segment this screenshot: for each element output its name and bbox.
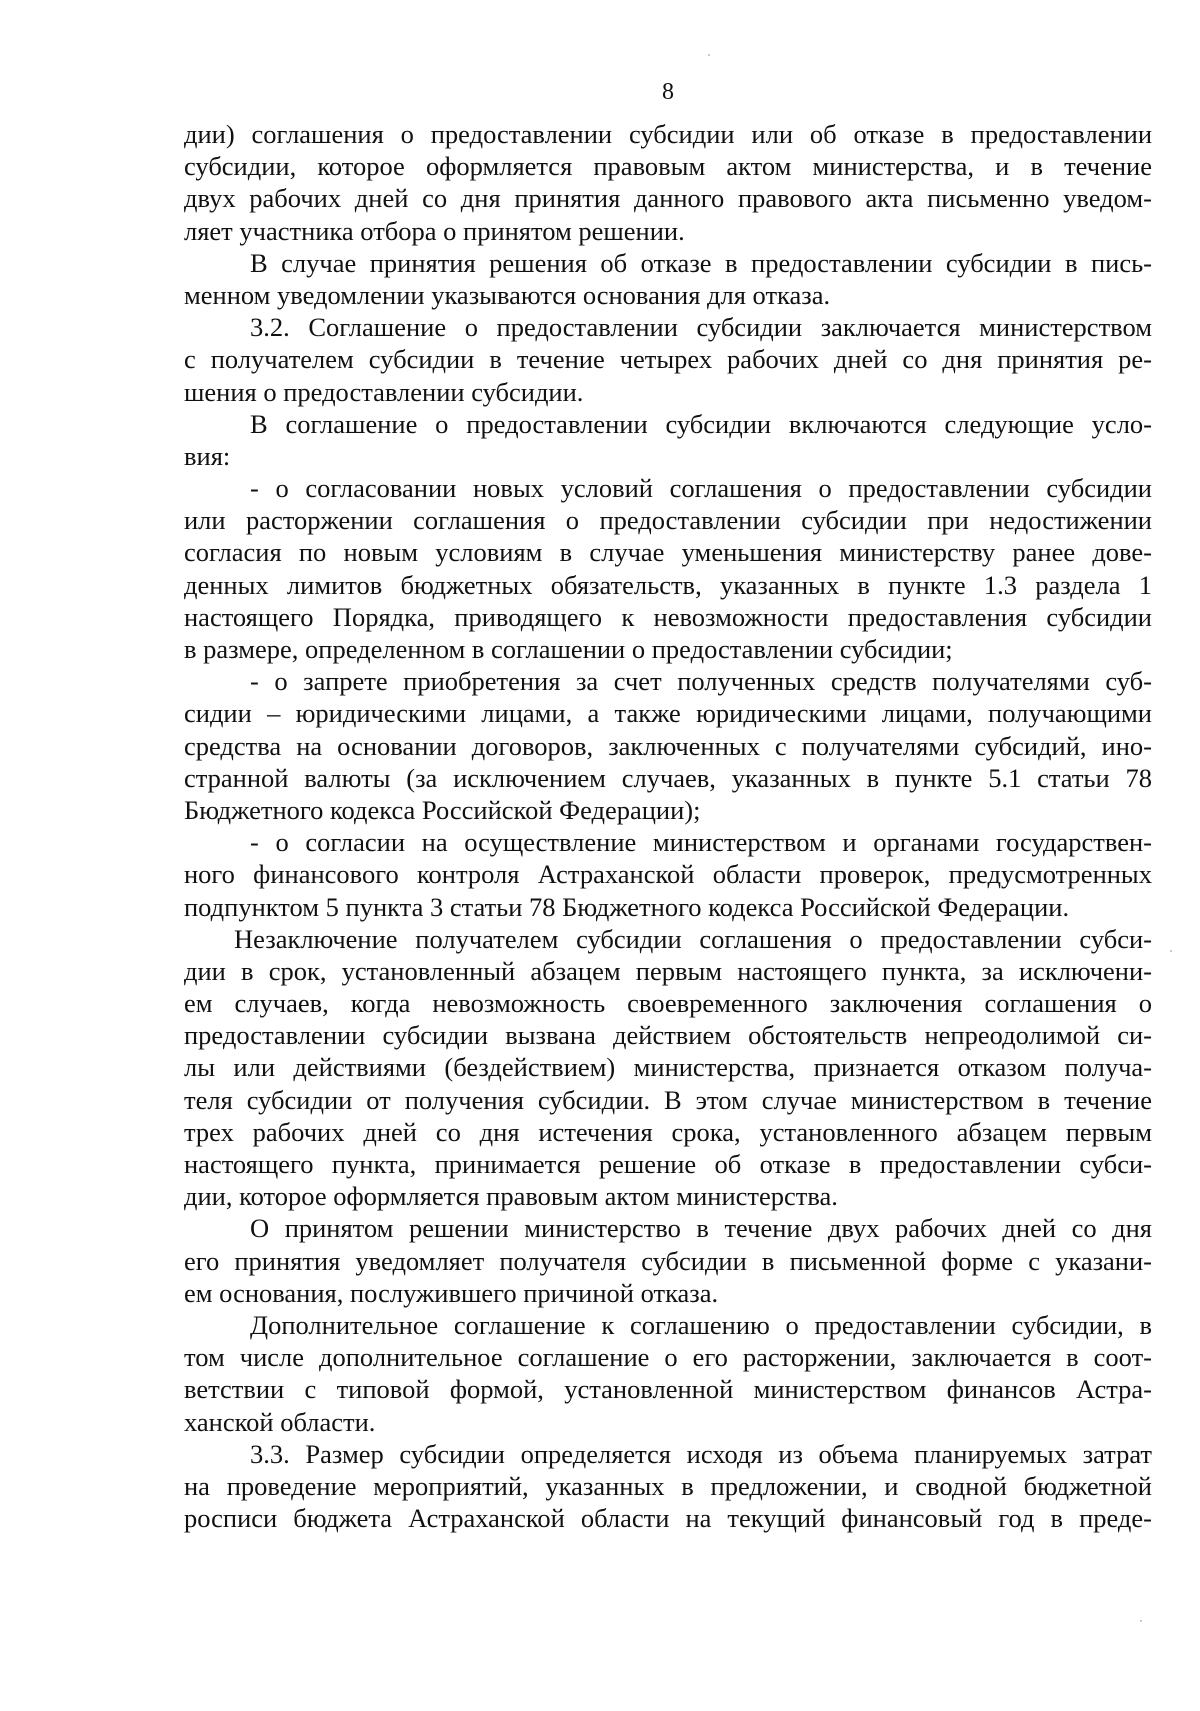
scan-speck	[1170, 950, 1172, 952]
page-number: 8	[662, 79, 674, 105]
text-line: предоставлении субсидии вызвана действием обстоятельств непреодолимой си-	[184, 1020, 1152, 1051]
text-line: росписи бюджета Астраханской области на текущий финансовый год в преде-	[184, 1503, 1152, 1534]
text-line: ем случаев, когда невозможность своевременного заключения соглашения о	[184, 988, 1152, 1019]
text-line: на проведение мероприятий, указанных в предложении, и сводной бюджетной	[184, 1470, 1152, 1501]
text-line: Дополнительное соглашение к соглашению о предоставлении субсидии, в	[250, 1309, 1152, 1340]
text-line: 3.2. Соглашение о предоставлении субсидии заключается министерством	[250, 312, 1152, 343]
text-line: подпунктом 5 пункта 3 статьи 78 Бюджетного кодекса Российской Федерации.	[184, 891, 1070, 922]
scan-speck	[1140, 1620, 1142, 1622]
text-line: шения о предоставлении субсидии.	[184, 376, 584, 407]
text-line: его принятия уведомляет получателя субсидии в письменной форме с указани-	[184, 1245, 1152, 1276]
text-line: ветствии с типовой формой, установленной министерством финансов Астра-	[184, 1374, 1152, 1405]
text-line: ного финансового контроля Астраханской области проверок, предусмотренных	[184, 859, 1152, 890]
document-body	[184, 118, 1152, 1534]
text-line: странной валюты (за исключением случаев, указанных в пункте 5.1 статьи 78	[184, 762, 1152, 793]
text-line: дии) соглашения о предоставлении субсидии или об отказе в предоставлении	[184, 119, 1152, 149]
text-line: О принятом решении министерство в течение двух рабочих дней со дня	[250, 1213, 1152, 1244]
text-line: настоящего пункта, принимается решение об отказе в предоставлении субси-	[184, 1149, 1152, 1179]
text-line: Незаключение получателем субсидии соглашения о предоставлении субси-	[234, 923, 1152, 954]
text-line: лы или действиями (бездействием) министерства, признается отказом получа-	[184, 1052, 1152, 1083]
text-line: субсидии, которое оформляется правовым актом министерства, и в течение	[184, 151, 1152, 182]
text-line: средства на основании договоров, заключенных с получателями субсидий, ино-	[184, 730, 1152, 761]
text-line: том числе дополнительное соглашение о его расторжении, заключается в соот-	[184, 1342, 1152, 1373]
text-line: Бюджетного кодекса Российской Федерации);	[184, 794, 701, 825]
text-line: в размере, определенном в соглашении о предоставлении субсидии;	[184, 634, 953, 664]
text-line: В соглашение о предоставлении субсидии включаются следующие усло-	[250, 408, 1152, 439]
text-line: менном уведомлении указываются основания для отказа.	[184, 279, 831, 310]
list-item-line: - о согласии на осуществление министерством и органами государствен-	[250, 827, 1152, 858]
text-line: или расторжении соглашения о предоставлении субсидии при недостижении	[184, 505, 1152, 536]
text-line: настоящего Порядка, приводящего к невозможности предоставления субсидии	[184, 601, 1152, 632]
text-line: ханской области.	[184, 1406, 376, 1437]
text-line: ляет участника отбора о принятом решении.	[184, 215, 685, 246]
text-line: 3.3. Размер субсидии определяется исходя из объема планируемых затрат	[250, 1438, 1152, 1469]
text-line: дии в срок, установленный абзацем первым настоящего пункта, за исключени-	[184, 955, 1152, 986]
text-line: вия:	[184, 440, 231, 471]
text-line: денных лимитов бюджетных обязательств, указанных в пункте 1.3 раздела 1	[184, 569, 1152, 600]
text-line: двух рабочих дней со дня принятия данного правового акта письменно уведом-	[184, 183, 1152, 214]
text-line: с получателем субсидии в течение четырех рабочих дней со дня принятия ре-	[184, 344, 1152, 375]
text-line: В случае принятия решения об отказе в предоставлении субсидии в пись-	[250, 247, 1152, 278]
text-line: согласия по новым условиям в случае уменьшения министерству ранее дове-	[184, 537, 1152, 568]
list-item-line: - о согласовании новых условий соглашения о предоставлении субсидии	[250, 473, 1152, 504]
text-line: теля субсидии от получения субсидии. В этом случае министерством в течение	[184, 1084, 1152, 1115]
text-line: ем основания, послужившего причиной отказа.	[184, 1277, 719, 1308]
text-line: дии, которое оформляется правовым актом министерства.	[184, 1181, 838, 1212]
list-item-line: - о запрете приобретения за счет полученных средств получателями суб-	[250, 666, 1152, 697]
scan-speck	[708, 54, 710, 56]
text-line: трех рабочих дней со дня истечения срока, установленного абзацем первым	[184, 1116, 1152, 1147]
text-line: сидии – юридическими лицами, а также юридическими лицами, получающими	[184, 698, 1152, 729]
